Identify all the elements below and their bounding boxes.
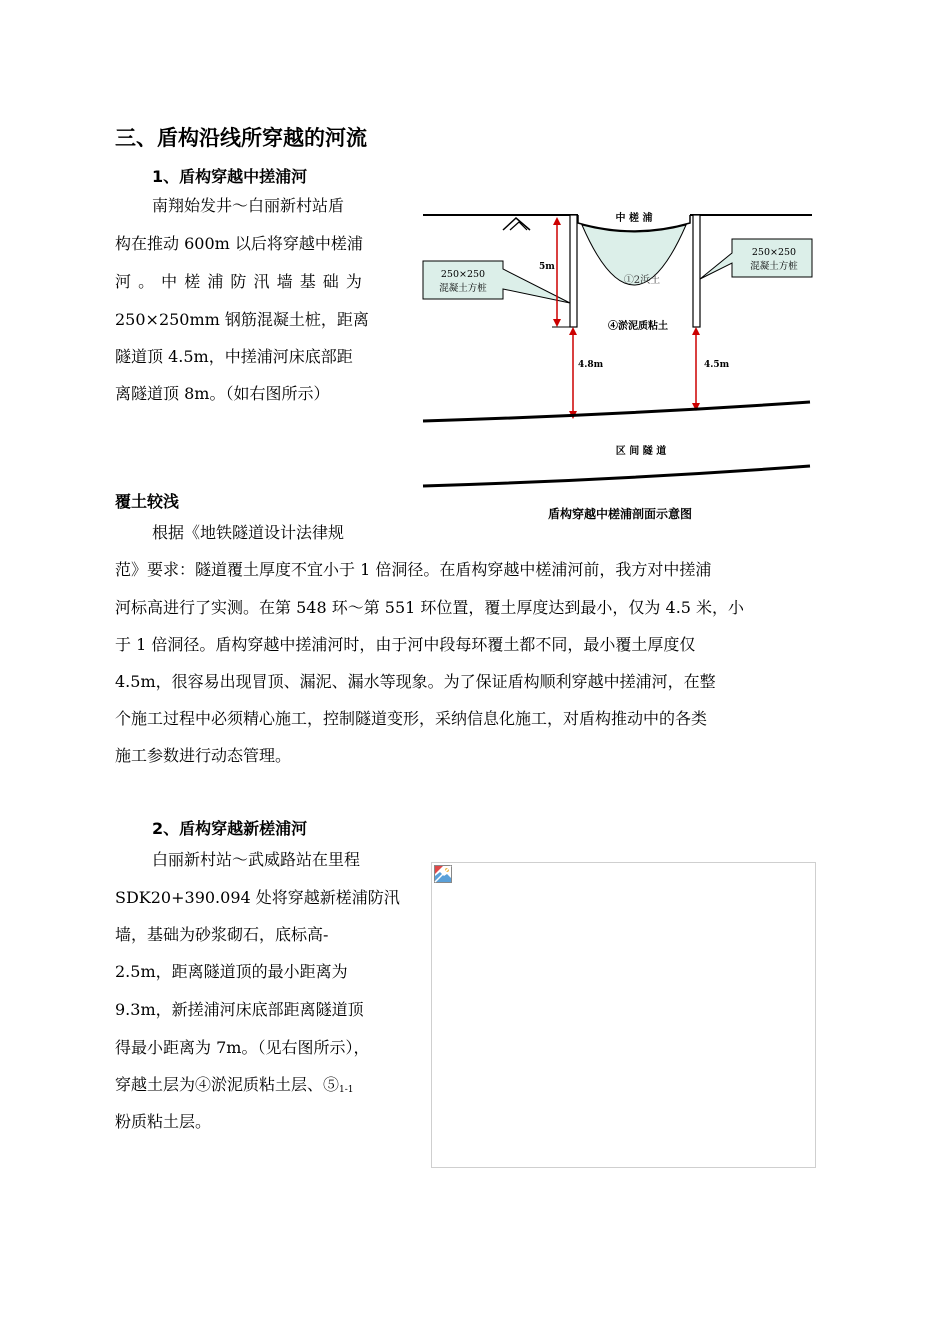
fill-soil-label: ①2浜土 [623,275,661,286]
sub2-line-2: SDK20+390.094 处将穿越新槎浦防汛 [115,888,400,907]
sub2-line-7 [115,1075,354,1100]
section-title: 三、盾构沿线所穿越的河流 [115,126,367,150]
left-callout-line-2: 混凝土方桩 [439,283,487,294]
right-pile-callout [700,239,812,279]
sub1-line-4: 250×250mm 钢筋混凝土桩，距离 [115,310,369,329]
sub2-line-3: 墙，基础为砂浆砌石，底标高- [115,925,329,944]
tunnel-label: 区 间 隧 道 [615,446,667,457]
cover-line-1: 根据《地铁隧道设计法律规 [152,523,345,542]
river-label: 中 槎 浦 [615,213,653,224]
sub1-line-3: 河 。 中 槎 浦 防 汛 墙 基 础 为 [115,272,362,291]
sub1-line-6: 离隧道顶 8m。（如右图所示） [115,384,330,403]
cover-line-6: 个施工过程中必须精心施工，控制隧道变形，采纳信息化施工，对盾构推动中的各类 [115,709,708,728]
sub2-line-5: 9.3m，新搓浦河床底部距离隧道顶 [115,1000,364,1019]
subsection-2-heading: 2、盾构穿越新槎浦河 [152,819,308,838]
cover-line-5: 4.5m，很容易出现冒顶、漏泥、漏水等现象。为了保证盾构顺利穿越中搓浦河，在整 [115,672,716,691]
subsection-1-heading: 1、盾构穿越中搓浦河 [152,167,308,186]
right-callout-line-2: 混凝土方桩 [750,261,798,272]
layer-subscript: 1-1 [339,1085,354,1095]
river-crossing-section-diagram [420,205,815,495]
cover-line-7: 施工参数进行动态管理。 [115,746,292,765]
left-callout-line-1: 250×250 [440,269,486,280]
broken-image-icon [434,865,452,883]
sub2-line-4: 2.5m，距离隧道顶的最小距离为 [115,962,348,981]
sub2-line-7-text: 穿越土层为④淤泥质粘土层、⑤ [115,1075,340,1094]
tunnel-top-line [423,402,810,421]
cover-line-4: 于 1 倍洞径。盾构穿越中搓浦河时，由于河中段每环覆土都不同，最小覆土厚度仅 [115,635,696,654]
sub1-line-5: 隧道顶 4.5m，中搓浦河床底部距 [115,347,353,366]
cover-soil-heading: 覆土较浅 [115,492,180,511]
sub1-line-1: 南翔始发井～白丽新村站盾 [152,196,345,215]
dimension-48m-label: 4.8m [578,360,604,370]
dimension-5m-label: 5m [539,262,555,272]
clay-layer-label: ④淤泥质粘土 [608,321,668,332]
sub2-line-6: 得最小距离为 7m。（见右图所示）， [115,1038,370,1057]
cover-line-2: 范》要求：隧道覆土厚度不宜小于 1 倍洞径。在盾构穿越中槎浦河前，我方对中搓浦 [115,560,712,579]
sub2-line-8: 粉质粘土层。 [115,1112,212,1131]
right-callout-line-1: 250×250 [751,247,797,258]
missing-figure-placeholder [431,862,816,1168]
dimension-45m-label: 4.5m [704,360,730,370]
right-pile [693,215,700,327]
sub2-line-1: 白丽新村站～武威路站在里程 [152,850,361,869]
cover-line-3: 河标高进行了实测。在第 548 环～第 551 环位置，覆土厚度达到最小，仅为 4.5 米，小 [115,598,745,617]
left-pile [570,215,577,327]
figure1-caption: 盾构穿越中槎浦剖面示意图 [548,507,693,521]
tunnel-bottom-line [423,466,810,486]
sub1-line-2: 构在推动 600m 以后将穿越中槎浦 [115,234,363,253]
